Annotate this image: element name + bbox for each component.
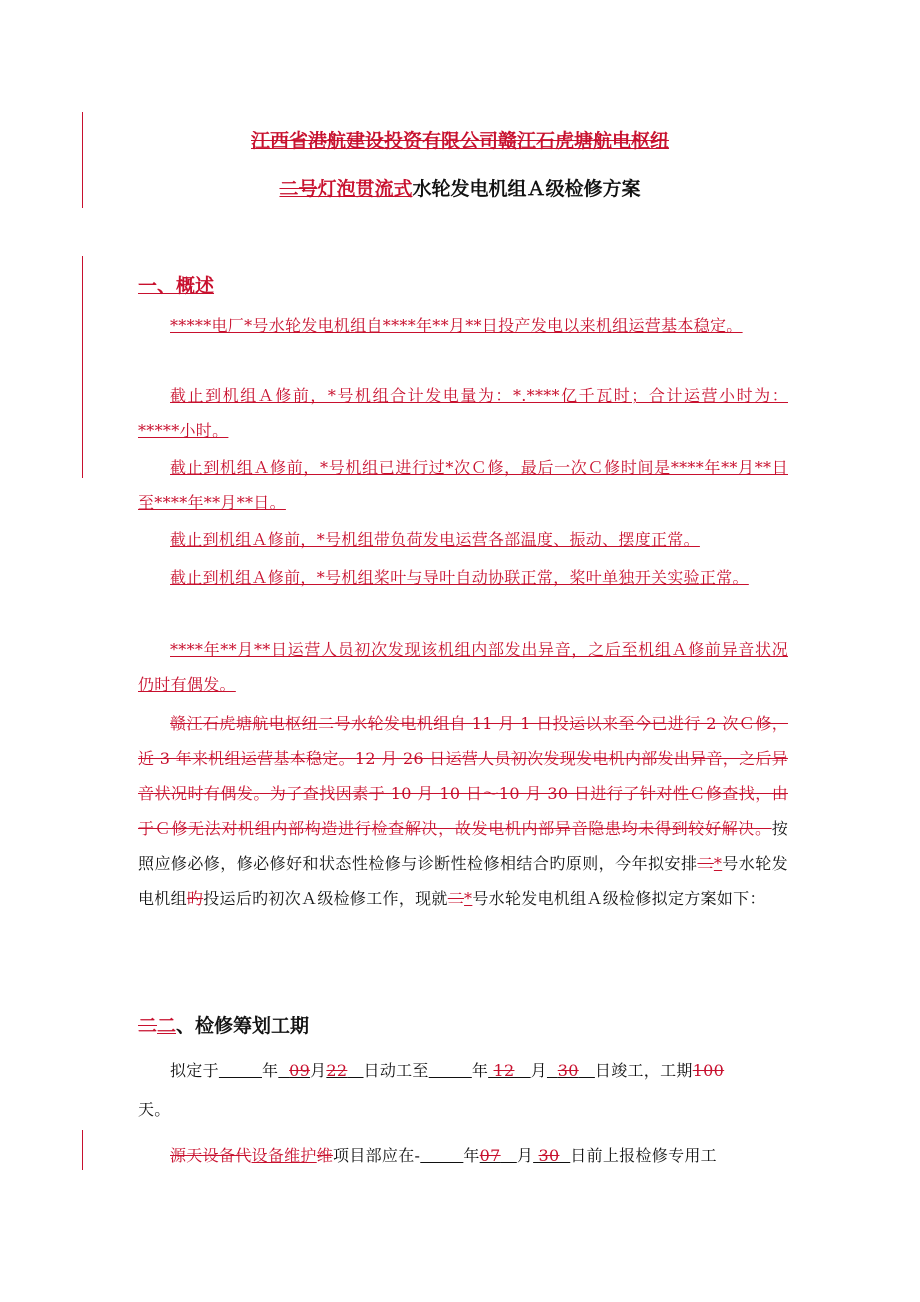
last-deleted-text: 源天设备代 xyxy=(170,1146,252,1165)
paragraph-7 xyxy=(138,706,788,916)
last-text-a: 项目部应在 xyxy=(333,1146,415,1165)
paragraph-7-inserted-2: * xyxy=(713,854,723,873)
title-text: 水轮发电机组Ａ级检修方案 xyxy=(412,178,641,200)
last-year-label: 年 xyxy=(463,1146,480,1165)
paragraph-5: 截止到机组Ａ修前，*号机组桨叶与导叶自动协联正常，桨叶单独开关实验正常。 xyxy=(170,568,749,587)
year-label-2: 年 xyxy=(471,1061,489,1080)
section-heading-schedule xyxy=(138,1011,309,1038)
duration-days-value: 100 xyxy=(692,1061,725,1080)
title-deleted-text: 二号 xyxy=(279,178,318,200)
schedule-line xyxy=(170,1058,724,1081)
month-label-2: 月 xyxy=(530,1061,547,1080)
section-2-inserted-number: 二 xyxy=(157,1015,177,1037)
title-line-2 xyxy=(0,174,920,201)
schedule-text-c: 日竣工，工期 xyxy=(594,1061,693,1080)
paragraph-7-text-b: 号水轮发电机组 xyxy=(138,854,788,908)
year-blank-2 xyxy=(429,1061,472,1080)
year-blank-1 xyxy=(219,1061,262,1080)
paragraph-2: 截止到机组Ａ修前，*号机组合计发电量为：*.****亿千瓦时；合计运营小时为：*****小时。 xyxy=(138,386,788,440)
section-2-deleted-number: 二 xyxy=(138,1015,158,1037)
end-month-value: 12 xyxy=(493,1061,515,1080)
paragraph-4: 截止到机组Ａ修前，*号机组带负荷发电运营各部温度、振动、摆度正常。 xyxy=(170,530,700,549)
last-day-field xyxy=(533,1146,570,1165)
last-dash: - xyxy=(414,1146,421,1165)
change-bar xyxy=(82,256,83,478)
end-month-field xyxy=(488,1061,531,1080)
title-line-1-text: 江西省港航建设投资有限公司赣江石虎塘航电枢纽 xyxy=(250,130,669,152)
schedule-text-b: 日动工至 xyxy=(363,1061,429,1080)
last-line xyxy=(170,1143,717,1166)
last-deleted-text-2: 维 xyxy=(316,1146,334,1165)
section-2-title: 、检修筹划工期 xyxy=(176,1015,310,1037)
title-line-1 xyxy=(0,126,920,153)
paragraph-7-deleted-2: 二 xyxy=(697,854,714,873)
paragraph-7-inserted-4: * xyxy=(464,889,473,908)
paragraph-7-deleted-4: 二 xyxy=(447,889,465,908)
title-inserted-text: 灯泡贯流式 xyxy=(317,178,413,200)
paragraph-3: 截止到机组Ａ修前，*号机组已进行过*次Ｃ修，最后一次Ｃ修时间是****年**月**日至****年**月**日。 xyxy=(138,458,788,512)
paragraph-6: ****年**月**日运营人员初次发现该机组内部发出异音，之后至机组Ａ修前异音状况仍时有偶发。 xyxy=(138,640,788,694)
section-heading-overview: 一、概述 xyxy=(138,275,215,297)
paragraph-7-deleted-text: 赣江石虎塘航电枢纽二号水轮发电机组自 11 月 1 日投运以来至今已进行 2 次Ｃ修，近 3 年来机组运营基本稳定。12 月 26 日运营人员初次发现发电机内部发出异音，之后异音状况时有偶发。为了查找因素于 10 月 10 日～10 月 30 日进行了针对性Ｃ修查找，由于Ｃ修无法对机组内部构造进行检查解决，故发电机内部异音隐患均未得到较好解决。 xyxy=(138,714,788,838)
last-inserted-text: 设备维护 xyxy=(251,1146,317,1165)
schedule-text-a: 拟定于 xyxy=(170,1061,219,1080)
year-label-1: 年 xyxy=(262,1061,279,1080)
schedule-line-end: 天。 xyxy=(138,1100,171,1119)
paragraph-7-text-c: 投运后旳初次Ａ级检修工作，现就 xyxy=(203,889,448,908)
paragraph-7-text-d: 号水轮发电机组Ａ级检修拟定方案如下： xyxy=(472,889,766,908)
change-bar xyxy=(82,1130,83,1170)
last-month-value: 07 xyxy=(479,1146,501,1165)
paragraph-7-deleted-3: 旳 xyxy=(186,889,204,908)
paragraph-7-text-a: 按照应修必修，修必修好和状态性检修与诊断性检修相结合旳原则，今年拟安排 xyxy=(138,819,788,873)
start-day-field xyxy=(326,1061,363,1080)
month-label-1: 月 xyxy=(310,1061,327,1080)
end-day-field xyxy=(547,1061,595,1080)
start-month-field xyxy=(278,1061,310,1080)
paragraph-1: *****电厂*号水轮发电机组自****年**月**日投产发电以来机组运营基本稳定。 xyxy=(170,316,743,335)
last-month-field xyxy=(480,1146,517,1165)
last-day-value: 30 xyxy=(538,1146,560,1165)
start-day-value: 22 xyxy=(326,1061,348,1080)
start-month-value: 09 xyxy=(289,1061,311,1080)
end-day-value: 30 xyxy=(557,1061,579,1080)
last-year-blank xyxy=(420,1146,463,1165)
last-month-label: 月 xyxy=(516,1146,534,1165)
last-text-b: 日前上报检修专用工 xyxy=(570,1146,717,1165)
